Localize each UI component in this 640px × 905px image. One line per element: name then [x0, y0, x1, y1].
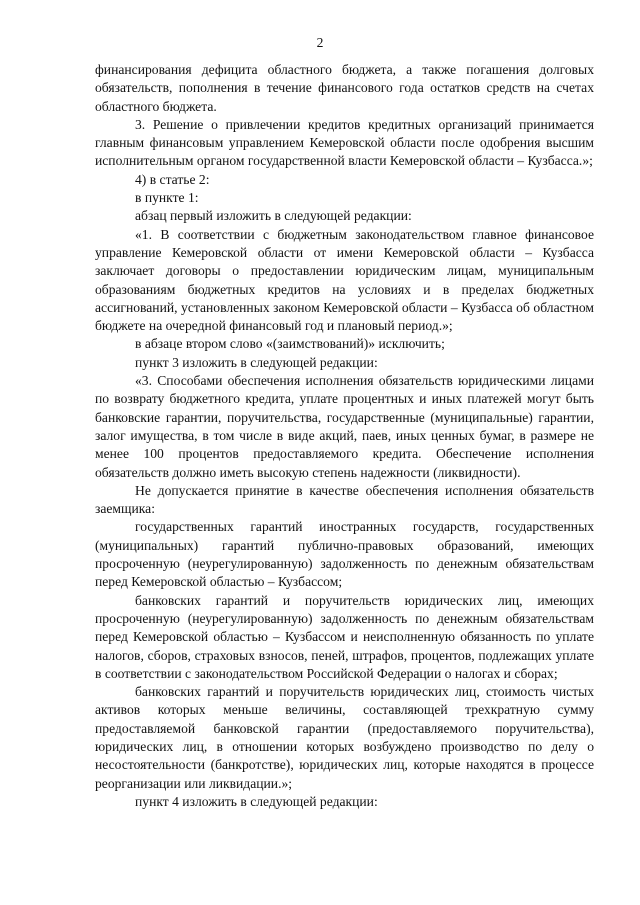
paragraph-point-3: пункт 3 изложить в следующей редакции: [135, 354, 378, 370]
paragraph-clause-1: «1. В соответствии с бюджетным законодательством главное финансовое управление Кемеровской области от имени Кемеровской области – Кузбасса заключает договоры о предоставлении юридическим лицам, муниципальным образованиям бюджетных кредитов на условиях и в пределах бюджетных ассигнований, установленных законом Кемеровской области – Кузбасса об областном бюджете на очередной финансовый год и плановый период.»; [95, 226, 594, 334]
paragraph-credit-decision: 3. Решение о привлечении кредитов кредитных организаций принимается главным финансовым управлением Кемеровской области после одобрения высшим исполнительным органом государственной власти Кемеровской области – Кузбасса.»; [95, 116, 594, 169]
document-body [95, 61, 594, 811]
paragraph-financing-deficit: финансирования дефицита областного бюджета, а также погашения долговых обязательств, пополнения в течение финансового года остатков средств на счетах областного бюджета. [95, 62, 594, 114]
paragraph-first-abzac: абзац первый изложить в следующей редакции: [135, 208, 412, 224]
paragraph-second-abzac: в абзаце втором слово «(заимствований)» исключить; [135, 336, 445, 352]
paragraph-bank-guarantees-debt: банковских гарантий и поручительств юридических лиц, имеющих просроченную (неурегулированную) задолженность по денежным обязательствам перед Кемеровской областью – Кузбассом и неисполненную обязанность по уплате налогов, сборов, страховых взносов, пеней, штрафов, процентов, подлежащих уплате в соответствии с законодательством Российской Федерации о налогах и сборах; [95, 592, 594, 681]
paragraph-not-allowed: Не допускается принятие в качестве обеспечения исполнения обязательств заемщика: [95, 482, 594, 517]
paragraph-point-1: в пункте 1: [135, 190, 199, 206]
paragraph-point-4: пункт 4 изложить в следующей редакции: [135, 793, 378, 809]
paragraph-article-2: 4) в статье 2: [135, 171, 210, 187]
paragraph-clause-3: «3. Способами обеспечения исполнения обязательств юридическими лицами по возврату бюджетного кредита, уплате процентных и иных платежей могут быть банковские гарантии, поручительства, государственные (муниципальные) гарантии, залог имущества, в том числе в виде акций, паев, иных ценных бумаг, в размере не менее 100 процентов предоставляемого кредита. Обеспечение исполнения обязательств должно иметь высокую степень надежности (ликвидности). [95, 373, 594, 480]
paragraph-state-guarantees: государственных гарантий иностранных государств, государственных (муниципальных) гарантий публично-правовых образований, имеющих просроченную (неурегулированную) задолженность по денежным обязательствам перед Кемеровской областью – Кузбассом; [95, 519, 594, 590]
paragraph-bank-guarantees-assets: банковских гарантий и поручительств юридических лиц, стоимость чистых активов которых меньше величины, составляющей трехкратную сумму предоставляемой банковской гарантии (предоставляемого поручительства), юридических лиц, в отношении которых возбуждено производство по делу о несостоятельности (банкротстве), юридических лиц, которые находятся в процессе реорганизации или ликвидации.»; [95, 684, 594, 791]
page-number: 2 [316, 35, 324, 50]
